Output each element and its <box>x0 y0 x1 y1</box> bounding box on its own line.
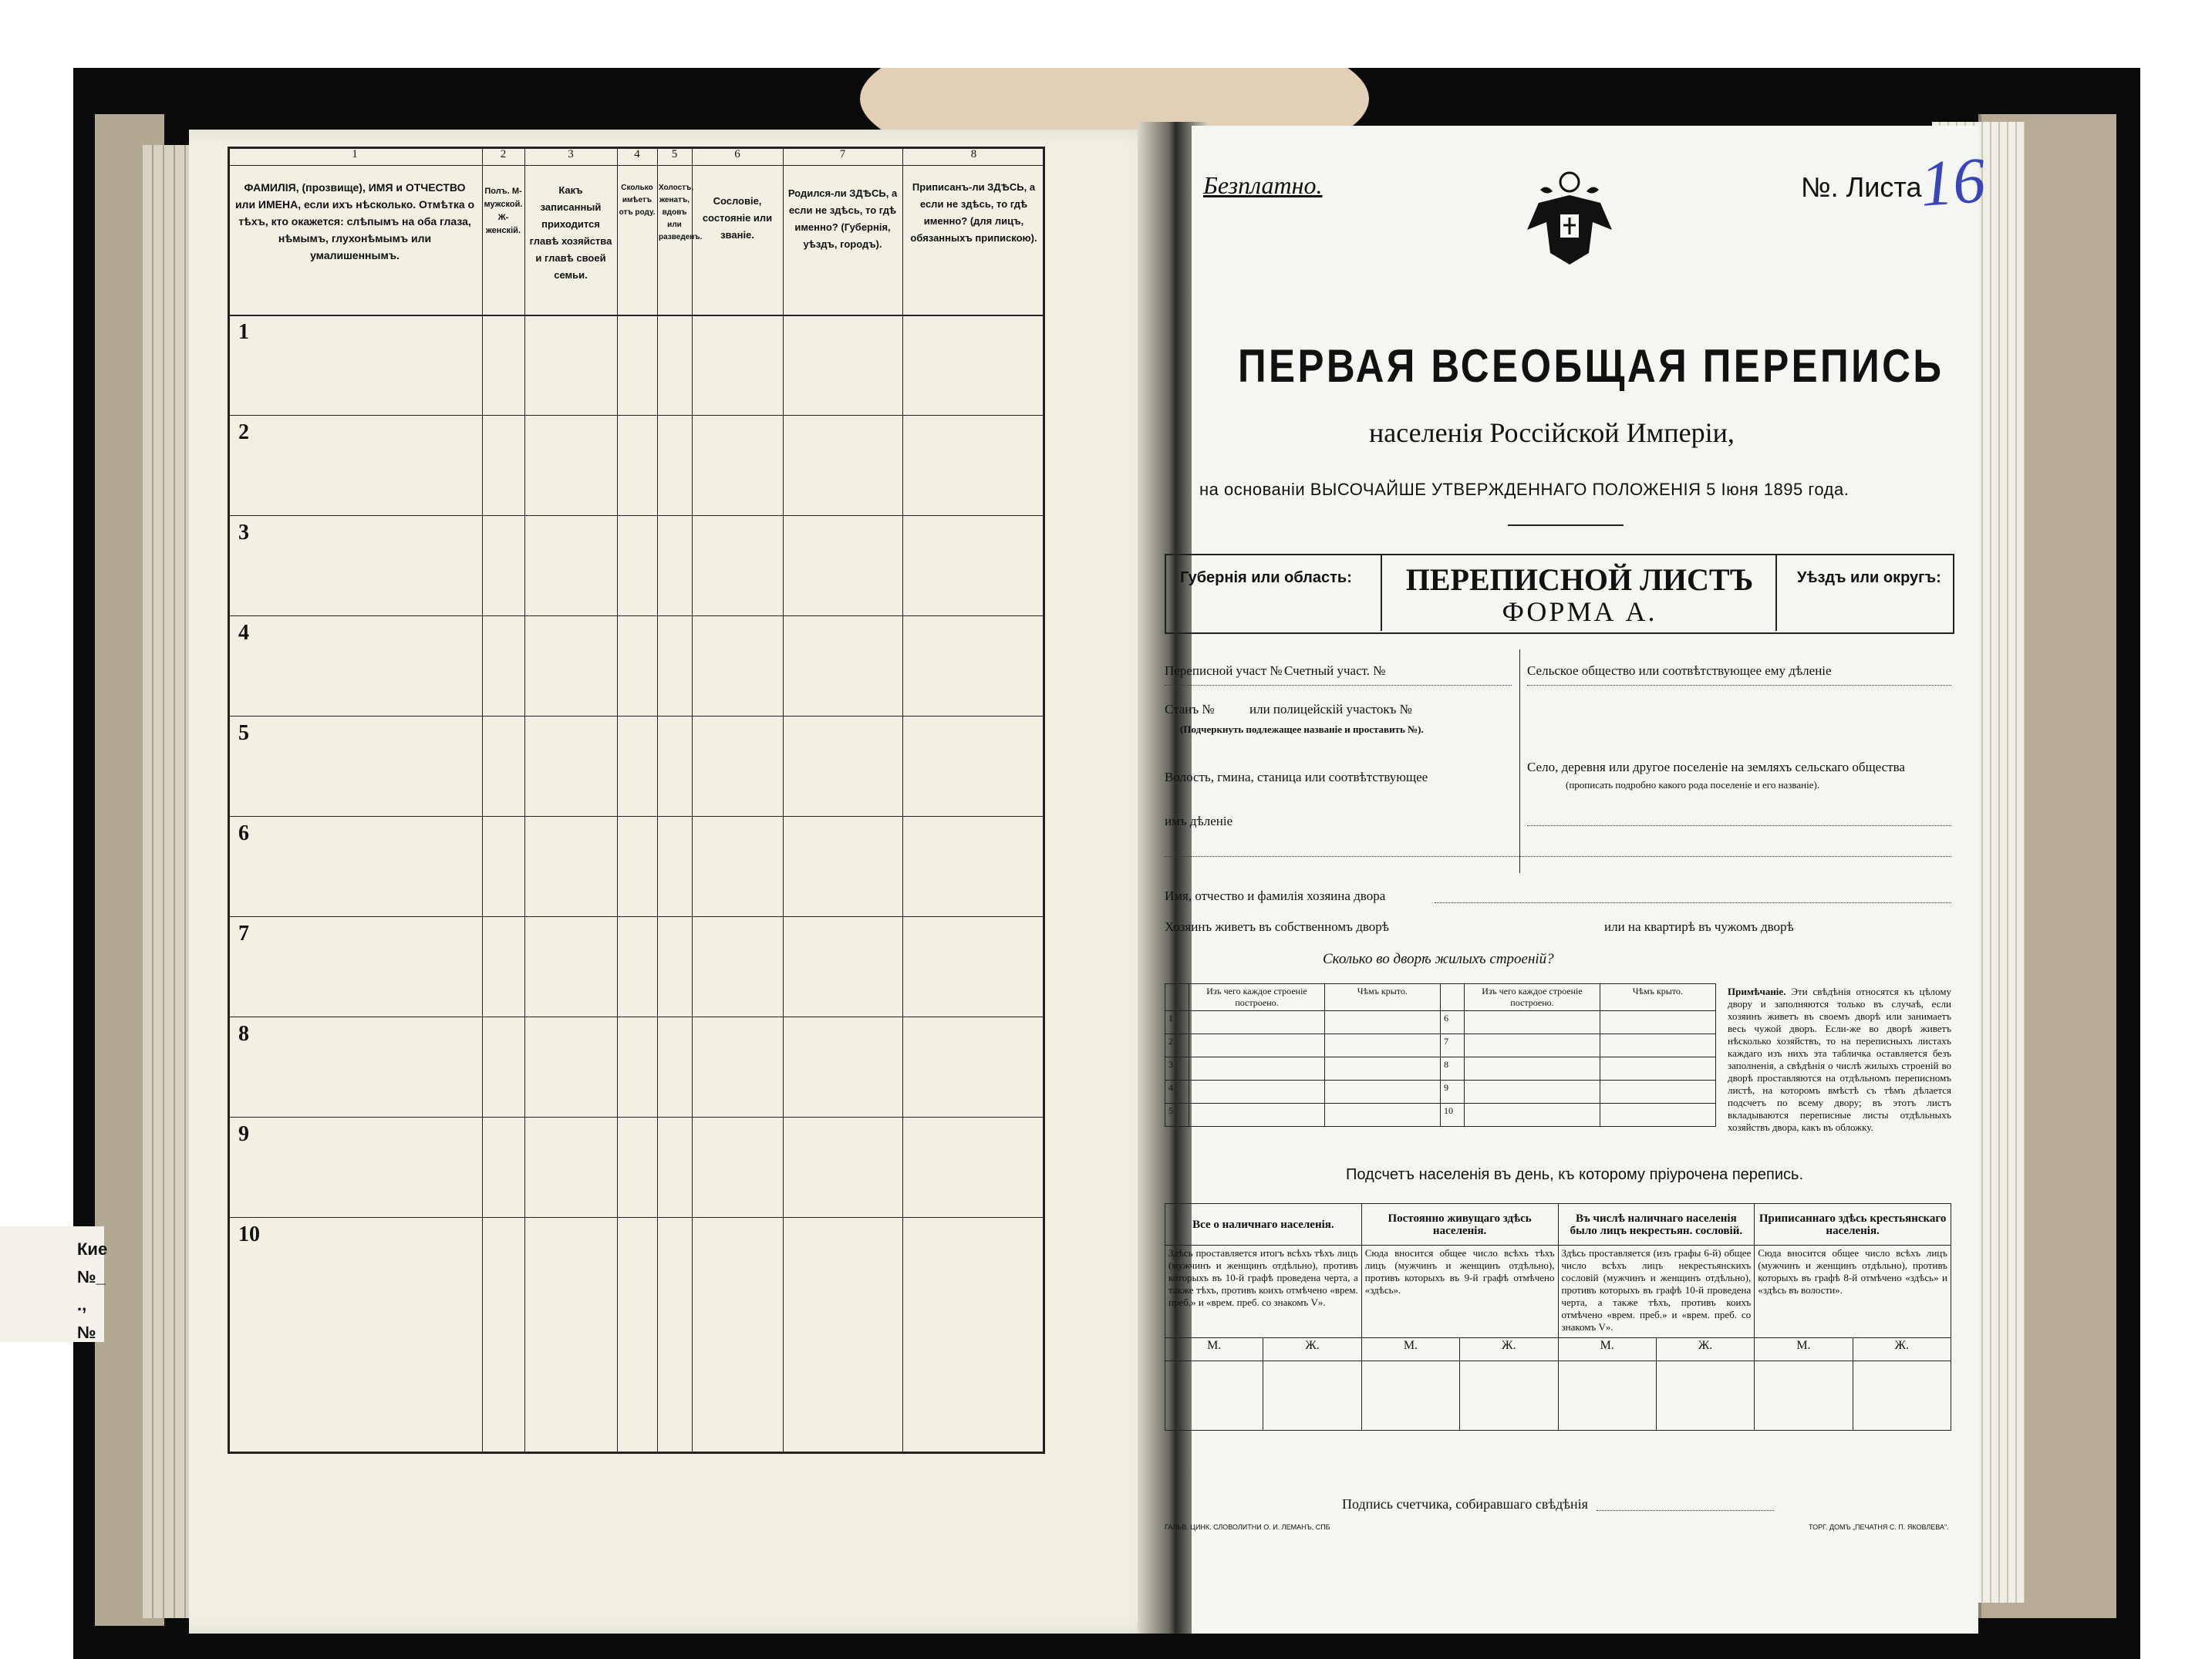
row-number: 7 <box>238 922 249 946</box>
population-count-table <box>1165 1203 1951 1431</box>
sex-label: М. <box>1165 1338 1263 1361</box>
column-number: 7 <box>839 148 846 160</box>
count-cell[interactable] <box>1558 1361 1656 1431</box>
village-note: (прописать подробно какого рода поселеніе и его названіе). <box>1566 779 1820 791</box>
column-number: 6 <box>734 148 740 160</box>
owner-name-field[interactable]: Имя, отчество и фамилія хозяина двора <box>1165 889 1386 903</box>
column-divider <box>482 147 483 1454</box>
printer-left: ГАЛЬВ. ЦИНК. СЛОВОЛИТНИ О. И. ЛЕМАНЪ, СПБ <box>1165 1523 1330 1531</box>
row-number: 6 <box>238 821 249 845</box>
count-cell[interactable] <box>1361 1361 1459 1431</box>
free-label: Безплатно. <box>1203 171 1323 199</box>
shelf-label <box>0 1226 108 1342</box>
buildings-header: Чѣмъ крыто. <box>1600 984 1715 1011</box>
field-divider <box>1519 649 1520 873</box>
row-number: 8 <box>238 1022 249 1046</box>
printer-right: ТОРГ. ДОМЪ „ПЕЧАТНЯ С. П. ЯКОВЛЕВА". <box>1809 1523 1949 1531</box>
sex-label: М. <box>1755 1338 1853 1361</box>
column-number: 1 <box>352 148 358 160</box>
row-divider <box>228 716 1045 717</box>
ornament-divider <box>1508 524 1624 526</box>
field-line <box>1527 825 1951 826</box>
label-line: Кие <box>77 1239 108 1259</box>
count-cell[interactable] <box>1853 1361 1951 1431</box>
column-header-age: Сколько имѣетъ отъ роду. <box>619 184 656 217</box>
signature-line <box>1597 1510 1774 1511</box>
column-number: 5 <box>671 148 678 160</box>
field-line <box>1435 902 1951 903</box>
page-title: ПЕРВАЯ ВСЕОБЩАЯ ПЕРЕПИСЬ <box>1238 340 1944 392</box>
buildings-row-num: 1 <box>1165 1011 1189 1034</box>
label-line: №_ <box>77 1267 106 1286</box>
row-number: 4 <box>238 621 249 645</box>
table-border <box>228 147 1045 1454</box>
column-divider <box>902 147 903 1454</box>
owner-lives-field-2[interactable]: или на квартирѣ въ чужомъ дворѣ <box>1604 919 1794 934</box>
sex-label: Ж. <box>1853 1338 1951 1361</box>
double-headed-eagle-icon <box>1523 168 1616 276</box>
row-divider <box>228 916 1045 917</box>
row-number: 3 <box>238 521 249 545</box>
count-header: Въ числѣ наличнаго населенія было лицъ некрестьян. сословій. <box>1558 1204 1755 1246</box>
rural-society-field[interactable]: Сельское общество или соотвѣтствующее ему дѣленіе <box>1527 663 1832 678</box>
buildings-row-num: 4 <box>1165 1081 1189 1104</box>
count-header: Приписаннаго здѣсь крестьянскаго населенія. <box>1755 1204 1951 1246</box>
row-divider <box>228 816 1045 817</box>
sex-label: Ж. <box>1263 1338 1361 1361</box>
column-number: 4 <box>634 148 640 160</box>
count-text: Здѣсь проставляется (изъ графы 6-й) общее число всѣхъ лицъ некрестьянскихъ сословій (мужчинъ и женщинъ отдѣльно), противъ которыхъ въ графѣ 10-й проведена черта, а также тѣхъ, противъ коихъ отмѣчено «врем. преб.» и «врем. преб. со знакомъ V». <box>1558 1246 1755 1338</box>
buildings-question: Сколько во дворѣ жилыхъ строеній? <box>1323 951 1554 967</box>
count-cell[interactable] <box>1165 1361 1263 1431</box>
note-title: Примѣчаніе. <box>1728 986 1786 997</box>
row-number: 2 <box>238 420 249 444</box>
legal-basis: на основаніи ВЫСОЧАЙШЕ УТВЕРЖДЕННАГО ПОЛОЖЕНІЯ 5 Іюня 1895 года. <box>1199 480 1850 499</box>
owner-lives-field[interactable]: Хозяинъ живетъ въ собственномъ дворѣ <box>1165 919 1390 934</box>
count-header: Постоянно живущаго здѣсь населенія. <box>1361 1204 1558 1246</box>
column-header-relation: Какъ записанный приходится главѣ хозяйства и главѣ своей семьи. <box>529 184 612 281</box>
buildings-row-num: 2 <box>1165 1034 1189 1057</box>
buildings-row-num: 8 <box>1440 1057 1464 1081</box>
sheet-number-label: №. Листа <box>1801 171 1922 203</box>
volost-field-2[interactable]: имъ дѣленіе <box>1165 814 1233 828</box>
row-number: 5 <box>238 721 249 745</box>
buildings-row-num: 10 <box>1440 1104 1464 1127</box>
form-subtitle: ФОРМА А. <box>1502 596 1657 627</box>
buildings-header: Изъ чего каждое строеніе построено. <box>1465 984 1600 1011</box>
buildings-header: Чѣмъ крыто. <box>1324 984 1440 1011</box>
volost-field[interactable]: Волость, гмина, станица или соотвѣтствующее <box>1165 770 1428 784</box>
column-header-registered: Приписанъ-ли ЗДѢСЬ, а если не здѣсь, то гдѣ именно? (для лицъ, обязанныхъ припискою). <box>910 181 1037 244</box>
field-line <box>1165 856 1951 857</box>
count-title: Подсчетъ населенія въ день, къ которому пріурочена перепись. <box>1346 1166 1804 1183</box>
count-district-field[interactable]: Счетный участ. № <box>1284 663 1386 678</box>
guberniya-label: Губернія или область: <box>1180 569 1352 586</box>
count-cell[interactable] <box>1656 1361 1754 1431</box>
sex-label: М. <box>1558 1338 1656 1361</box>
column-divider <box>617 147 618 1454</box>
sex-label: Ж. <box>1460 1338 1558 1361</box>
row-number: 9 <box>238 1122 249 1146</box>
column-header-marital: Холостъ, женатъ, вдовъ или разведенъ. <box>659 184 703 241</box>
column-number: 3 <box>568 148 574 160</box>
row-divider <box>228 1117 1045 1118</box>
row-divider <box>228 615 1045 616</box>
note-text: Эти свѣдѣнія относятся къ цѣлому двору и заполняются только въ случаѣ, если хозяинъ живетъ въ своемъ дворѣ или занимаетъ весь чужой дворъ. Если-же во дворѣ живетъ нѣсколько хозяйствъ, то на переписныхъ листахъ каждаго изъ нихъ эта табличка оставляется безъ заполненія, а свѣдѣнія о числѣ жилыхъ строеній во дворѣ проставляются на отдѣльномъ переписномъ листѣ, на которомъ вмѣстѣ съ тѣмъ дѣлается подсчетъ по всему двору; въ этотъ листъ вкладываются переписные листы отдѣльныхъ хозяйствъ двора, какъ въ обложку. <box>1728 986 1952 1133</box>
column-number: 2 <box>500 148 507 160</box>
sex-label: М. <box>1361 1338 1459 1361</box>
row-number: 1 <box>238 320 249 344</box>
uezd-label: Уѣздъ или округъ: <box>1797 569 1941 586</box>
buildings-header: Изъ чего каждое строеніе построено. <box>1189 984 1324 1011</box>
row-divider <box>228 1217 1045 1218</box>
row-number: 10 <box>238 1222 260 1246</box>
count-header: Все о наличнаго населенія. <box>1165 1204 1362 1246</box>
buildings-row-num: 9 <box>1440 1081 1464 1104</box>
count-cell[interactable] <box>1460 1361 1558 1431</box>
buildings-row-num: 7 <box>1440 1034 1464 1057</box>
field-line <box>1527 685 1951 686</box>
stan-field[interactable]: Станъ № <box>1165 702 1215 717</box>
column-divider <box>657 147 658 1454</box>
column-number: 8 <box>970 148 977 160</box>
buildings-row-num: 6 <box>1440 1011 1464 1034</box>
column-divider <box>692 147 693 1454</box>
buildings-row-num: 5 <box>1165 1104 1189 1127</box>
row-divider <box>228 415 1045 416</box>
column-divider <box>783 147 784 1454</box>
buildings-table <box>1165 983 1716 1127</box>
column-header-birthplace: Родился-ли ЗДѢСЬ, а если не здѣсь, то гдѣ именно? (Губернія, уѣздъ, городъ). <box>787 187 898 250</box>
sheet-number-handwritten: 16 <box>1917 144 1988 221</box>
column-divider <box>524 147 525 1454</box>
count-text: Здѣсь проставляется итогъ всѣхъ тѣхъ лицъ (мужчинъ и женщинъ отдѣльно), противъ которыхъ въ 10-й графѣ проведена черта, а также тѣхъ, противъ коихъ отмѣчено «врем. преб.» и «врем. преб. со знакомъ V». <box>1165 1246 1362 1338</box>
police-district-field[interactable]: или полицейскій участокъ № <box>1249 702 1412 717</box>
enumerator-signature-field[interactable]: Подпись счетчика, собиравшаго свѣдѣнія <box>1342 1496 1588 1512</box>
village-field[interactable]: Село, деревня или другое поселеніе на земляхъ сельскаго общества <box>1527 760 1905 774</box>
count-cell[interactable] <box>1263 1361 1361 1431</box>
column-header-sex: Полъ. М-мужской. Ж-женскій. <box>484 187 523 235</box>
count-text: Сюда вносится общее число всѣхъ лицъ (мужчинъ и женщинъ отдѣльно), противъ которыхъ въ графѣ 8-й отмѣчено «здѣсь» и «здѣсь въ волости». <box>1755 1246 1951 1338</box>
form-title: ПЕРЕПИСНОЙ ЛИСТЪ <box>1405 562 1754 597</box>
sex-label: Ж. <box>1656 1338 1754 1361</box>
count-cell[interactable] <box>1755 1361 1853 1431</box>
underline-note: (Подчеркнуть подлежащее названіе и проставить №). <box>1180 723 1424 735</box>
census-table <box>228 147 1045 1454</box>
buildings-row-num: 3 <box>1165 1057 1189 1081</box>
count-text: Сюда вносится общее число всѣхъ тѣхъ лицъ (мужчинъ и женщинъ отдѣльно), противъ которыхъ въ 9-й графѣ отмѣчено «здѣсь». <box>1361 1246 1558 1338</box>
label-line: ., № <box>77 1295 96 1342</box>
column-header-estate: Сословіе, состояніе или званіе. <box>702 195 773 241</box>
field-line <box>1165 685 1512 686</box>
column-header-name: ФАМИЛІЯ, (прозвище), ИМЯ и ОТЧЕСТВО или ИМЕНА, если ихъ нѣсколько. Отмѣтка о тѣхъ, кто окажется: слѣпымъ на оба глаза, нѣмымъ, глухонѣмымъ или умалишеннымъ. <box>234 181 475 261</box>
page-subtitle: населенія Россійской Имперіи, <box>1369 417 1735 448</box>
buildings-note <box>1728 986 1951 1134</box>
census-district-field[interactable]: Переписной участ № <box>1165 663 1283 678</box>
row-divider <box>228 515 1045 516</box>
